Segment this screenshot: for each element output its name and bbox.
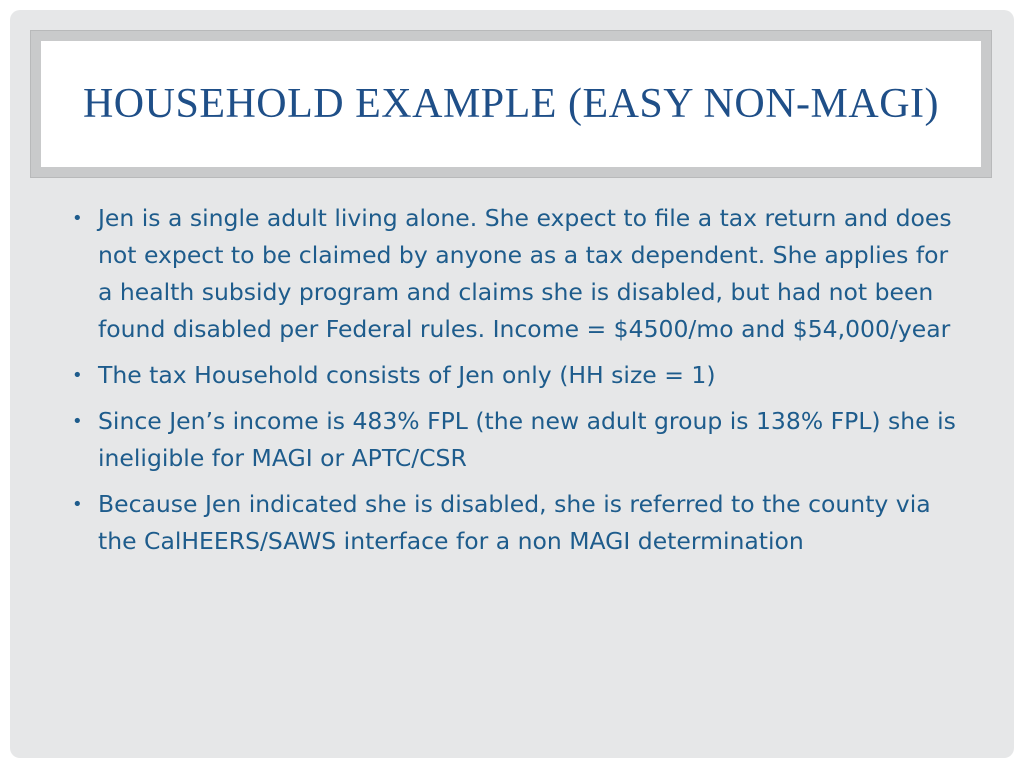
bullet-text: The tax Household consists of Jen only (HH size = 1) — [98, 361, 716, 389]
bullet-icon: • — [72, 494, 83, 515]
bullet-item — [68, 200, 968, 348]
bullet-item — [68, 357, 968, 394]
title-frame — [30, 30, 992, 178]
bullet-text: Jen is a single adult living alone. She expect to file a tax return and does not expect to be claimed by anyone as a tax dependent. She applies for a health subsidy program and claims she is disabled, but had not been found disabled per Federal rules. Income = $4500/mo and $54,000/year — [98, 204, 952, 343]
bullet-icon: • — [72, 208, 83, 229]
slide-title: HOUSEHOLD EXAMPLE (EASY NON-MAGI) — [82, 81, 940, 127]
bullet-item — [68, 486, 968, 560]
bullet-list — [68, 200, 968, 569]
bullet-item — [68, 403, 968, 477]
bullet-text: Since Jen’s income is 483% FPL (the new adult group is 138% FPL) she is ineligible for MAGI or APTC/CSR — [98, 407, 956, 472]
bullet-text: Because Jen indicated she is disabled, she is referred to the county via the CalHEERS/SAWS interface for a non MAGI determination — [98, 490, 931, 555]
slide — [10, 10, 1014, 758]
bullet-icon: • — [72, 411, 83, 432]
title-box — [41, 41, 981, 167]
bullet-icon: • — [72, 365, 83, 386]
